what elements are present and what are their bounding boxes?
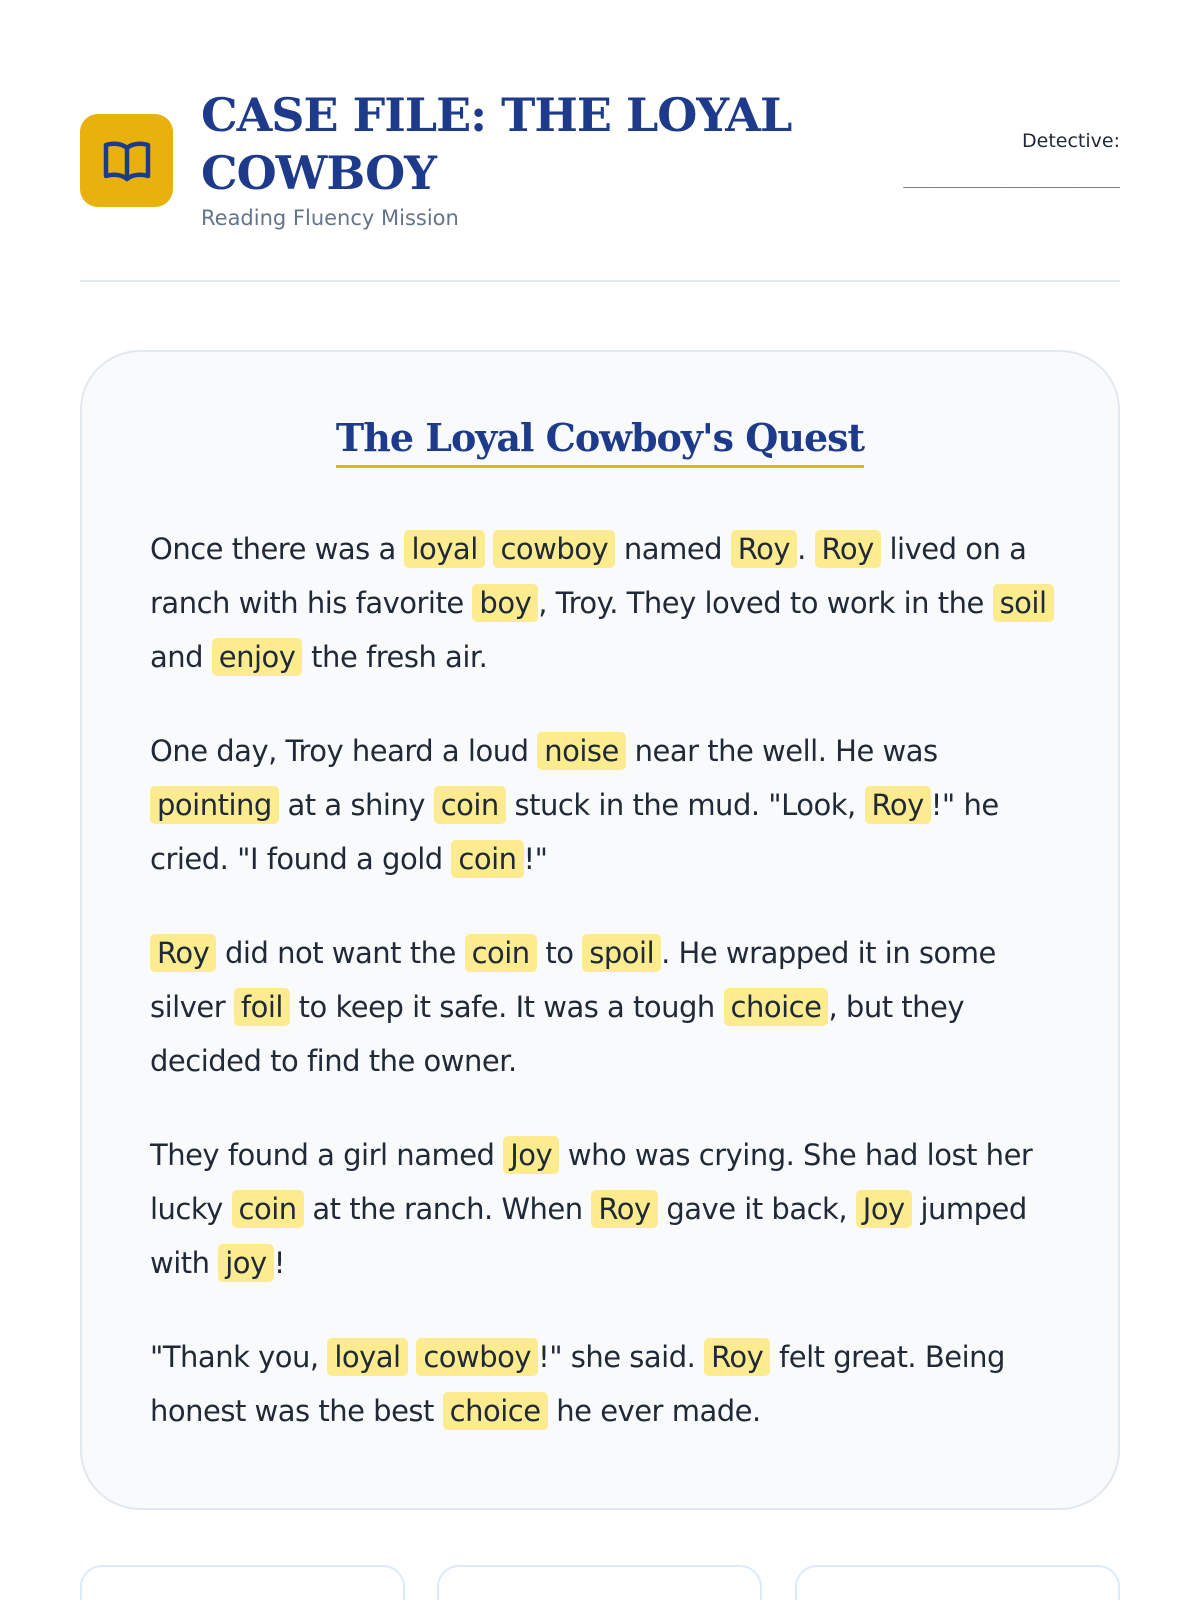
vocab-word: coin [451,840,523,878]
vocab-word: choice [443,1392,548,1430]
story-text: , but they decided to find the owner. [150,990,965,1078]
story-title-text: The Loyal Cowboy's Quest [336,414,864,468]
story-text: felt great. Being honest was the best [150,1340,1005,1428]
vocab-word: Roy [150,934,216,972]
story-paragraph [150,1330,1070,1438]
story-paragraph [150,724,1070,886]
vocab-word: coin [465,934,537,972]
detective-label: Detective: [1022,130,1120,152]
vocab-word: enjoy [212,638,303,676]
story-text: One day, Troy heard a loud [150,734,538,768]
story-text: Once there was a [150,532,405,566]
story-text: at the ranch. When [303,1192,592,1226]
vocab-word: Roy [815,530,881,568]
activity-card [437,1565,762,1600]
story-text: !" [523,842,548,876]
story-body [150,522,1070,1478]
vocab-word: loyal [327,1338,407,1376]
vocab-word: coin [434,786,506,824]
vocab-word: choice [724,988,829,1026]
vocab-word: joy [218,1244,273,1282]
vocab-word: Roy [591,1190,657,1228]
story-text: jumped with [150,1192,1027,1280]
story-text: named [615,532,731,566]
story-text: and [150,640,212,674]
header-divider [80,280,1120,282]
vocab-word: Joy [856,1190,912,1228]
story-paragraph [150,926,1070,1088]
story-text: gave it back, [657,1192,856,1226]
page-title-line1: CASE FILE: THE LOYAL [201,88,792,142]
story-title [82,414,1118,468]
story-text: , Troy. They loved to work in the [538,586,993,620]
story-text: . [797,532,815,566]
story-text: the fresh air. [302,640,488,674]
story-text: stuck in the mud. "Look, [505,788,865,822]
story-text: he ever made. [547,1394,761,1428]
vocab-word: noise [537,732,626,770]
story-text: did not want the [216,936,465,970]
activity-card [80,1565,405,1600]
story-paragraph [150,522,1070,684]
vocab-word: Roy [865,786,931,824]
story-text: near the well. He was [625,734,938,768]
vocab-word: foil [234,988,290,1026]
vocab-word: soil [993,584,1054,622]
story-text: lived on a ranch with his favorite [150,532,1027,620]
vocab-word: Roy [731,530,797,568]
story-text: . He wrapped it in some silver [150,936,996,1024]
story-card [80,350,1120,1510]
vocab-word: loyal [404,530,484,568]
vocab-word: coin [232,1190,304,1228]
story-text: !" she said. [538,1340,705,1374]
story-text: !" he cried. "I found a gold [150,788,999,876]
page-title [201,86,801,202]
page-title-line2: COWBOY [201,146,436,200]
detective-name-blank[interactable]: ________________________ [903,170,1120,188]
story-text: at a shiny [278,788,434,822]
page-header [80,80,1120,240]
activity-card [795,1565,1120,1600]
page-subtitle: Reading Fluency Mission [201,206,459,230]
story-text: They found a girl named [150,1138,504,1172]
vocab-word: spoil [582,934,661,972]
vocab-word: pointing [150,786,279,824]
detective-field [903,130,1120,188]
open-book-icon [102,138,152,184]
story-text: "Thank you, [150,1340,328,1374]
vocab-word: cowboy [493,530,615,568]
vocab-word: boy [472,584,538,622]
story-text: who was crying. She had lost her lucky [150,1138,1033,1226]
story-paragraph [150,1128,1070,1290]
story-text: to [536,936,583,970]
vocab-word: Roy [704,1338,770,1376]
story-text: to keep it safe. It was a tough [289,990,724,1024]
vocab-word: Joy [503,1136,559,1174]
title-block [201,86,801,230]
story-text: ! [273,1246,285,1280]
vocab-word: cowboy [416,1338,538,1376]
logo-badge [80,114,173,207]
